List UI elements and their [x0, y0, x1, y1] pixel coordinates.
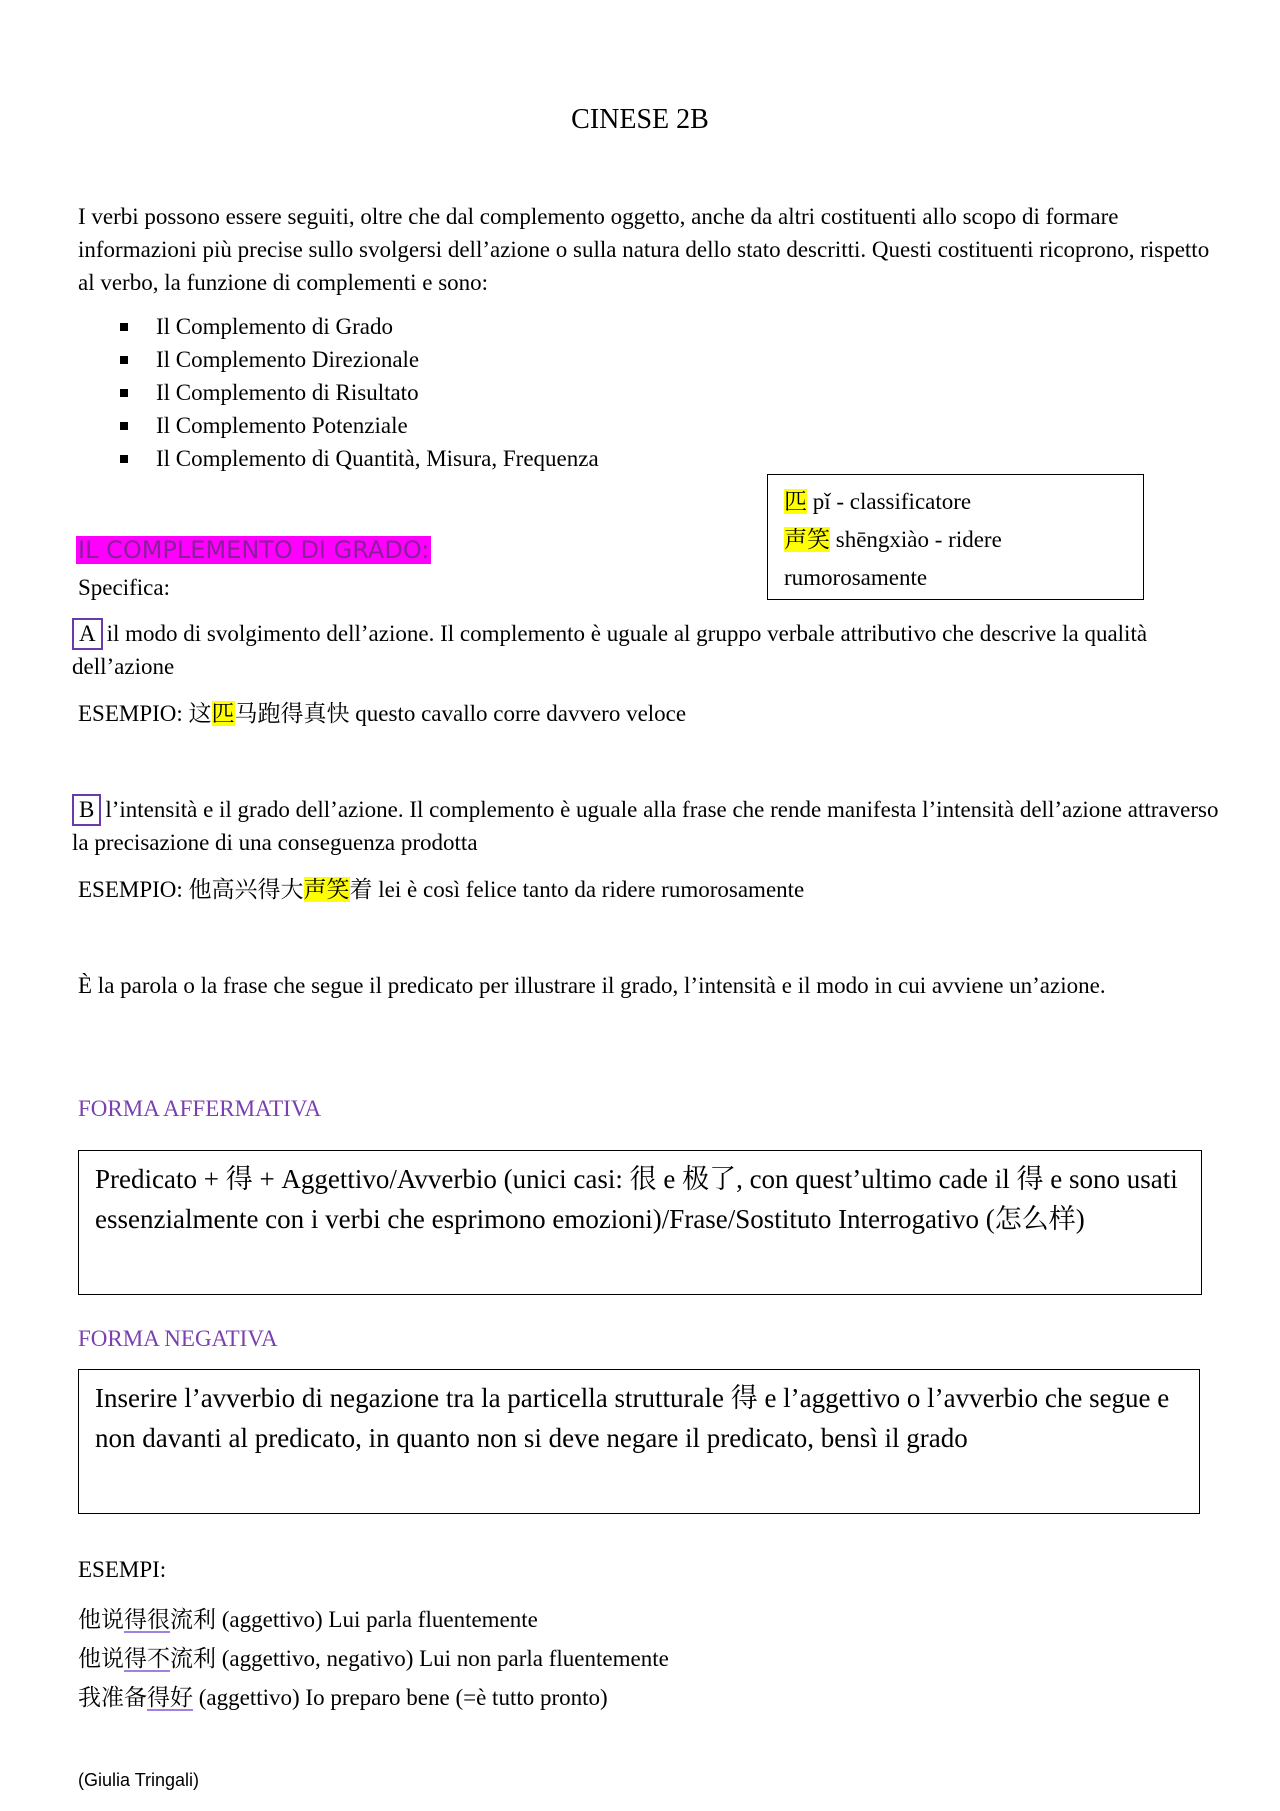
point-a — [72, 617, 1222, 683]
page-title: CINESE 2B — [571, 104, 709, 135]
definition-paragraph: È la parola o la frase che segue il predicato per illustrare il grado, l’intensità e il modo in cui avviene un’azione. — [78, 973, 1106, 998]
point-a-text: il modo di svolgimento dell’azione. Il complemento è uguale al gruppo verbale attributivo che descrive la qualità dell’azione — [72, 621, 1148, 679]
example-b — [78, 873, 804, 906]
example-hanzi: 他说 — [78, 1646, 124, 1671]
example-note: (aggettivo) Io preparo bene (=è tutto pronto) — [193, 1685, 608, 1710]
point-letter-a: A — [72, 618, 103, 650]
negative-rule-box — [78, 1369, 1200, 1514]
point-letter-b: B — [72, 794, 101, 826]
example-hanzi-highlight: 声笑 — [303, 877, 350, 902]
point-b-text: l’intensità e il grado dell’azione. Il complemento è uguale alla frase che rende manifesta l’intensità dell’azione attraverso la precisazione di una conseguenza prodotta — [72, 797, 1219, 855]
intro-paragraph: I verbi possono essere seguiti, oltre che dal complemento oggetto, anche da altri costituenti allo scopo di formare informazioni più precise sullo svolgersi dell’azione o sulla natura dello stato descritti. Questi costituenti ricoprono, rispetto al verbo, la funzione di complementi e sono: — [78, 204, 1210, 295]
examples-heading: ESEMPI: — [78, 1557, 167, 1582]
example-a — [78, 697, 686, 730]
example-hanzi: 这 — [188, 701, 212, 726]
vocabulary-box — [767, 474, 1144, 600]
example-hanzi: 他高兴得大 — [188, 877, 304, 902]
point-b — [72, 793, 1222, 859]
example-label: ESEMPIO: — [78, 701, 189, 726]
example-note: (aggettivo) Lui parla fluentemente — [216, 1607, 538, 1632]
examples-list — [78, 1600, 669, 1717]
vocab-entry — [784, 483, 1127, 521]
section-heading — [76, 536, 431, 564]
affirmative-rule: Predicato + 得 + Aggettivo/Avverbio (unici casi: 很 e 极了, con quest’ultimo cade il 得 e sono usati essenzialmente con i verbi che esprimono emozioni)/Frase/Sostituto Interrogativo (怎么样) — [95, 1164, 1178, 1234]
complements-list — [120, 310, 599, 475]
vocab-text: shēngxiào - ridere rumorosamente — [784, 527, 1002, 590]
example-translation: lei è così felice tanto da ridere rumorosamente — [372, 877, 805, 902]
example-hanzi: 马跑得真快 — [234, 701, 350, 726]
list-item: Il Complemento di Grado — [120, 310, 599, 343]
example-hanzi-underlined: 得好 — [147, 1685, 193, 1710]
list-item — [78, 1600, 669, 1639]
vocab-hanzi: 匹 — [784, 489, 807, 514]
author-footer: (Giulia Tringali) — [78, 1770, 200, 1790]
example-hanzi-underlined: 得很 — [124, 1607, 170, 1632]
example-translation: questo cavallo corre davvero veloce — [349, 701, 687, 726]
affirmative-heading: FORMA AFFERMATIVA — [78, 1096, 322, 1121]
example-note: (aggettivo, negativo) Lui non parla fluentemente — [216, 1646, 669, 1671]
list-item: Il Complemento di Risultato — [120, 376, 599, 409]
example-label: ESEMPIO: — [78, 877, 189, 902]
example-hanzi-highlight: 匹 — [211, 701, 235, 726]
example-hanzi: 流利 — [170, 1646, 216, 1671]
list-item: Il Complemento di Quantità, Misura, Frequenza — [120, 442, 599, 475]
list-item: Il Complemento Direzionale — [120, 343, 599, 376]
affirmative-rule-box — [78, 1150, 1202, 1295]
negative-rule: Inserire l’avverbio di negazione tra la particella strutturale 得 e l’aggettivo o l’avverbio che segue e non davanti al predicato, in quanto non si deve negare il predicato, bensì il grado — [95, 1383, 1170, 1453]
example-hanzi-underlined: 得不 — [124, 1646, 170, 1671]
vocab-text: pǐ - classificatore — [807, 489, 972, 514]
list-item: Il Complemento Potenziale — [120, 409, 599, 442]
example-hanzi: 我准备 — [78, 1685, 147, 1710]
vocab-hanzi: 声笑 — [784, 527, 830, 552]
example-hanzi: 流利 — [170, 1607, 216, 1632]
negative-heading: FORMA NEGATIVA — [78, 1326, 278, 1351]
list-item — [78, 1639, 669, 1678]
section-heading-label: IL COMPLEMENTO DI GRADO: — [78, 536, 430, 564]
vocab-entry — [784, 521, 1127, 597]
example-hanzi: 着 — [349, 877, 373, 902]
list-item — [78, 1678, 669, 1717]
example-hanzi: 他说 — [78, 1607, 124, 1632]
specifica-label: Specifica: — [78, 575, 170, 600]
